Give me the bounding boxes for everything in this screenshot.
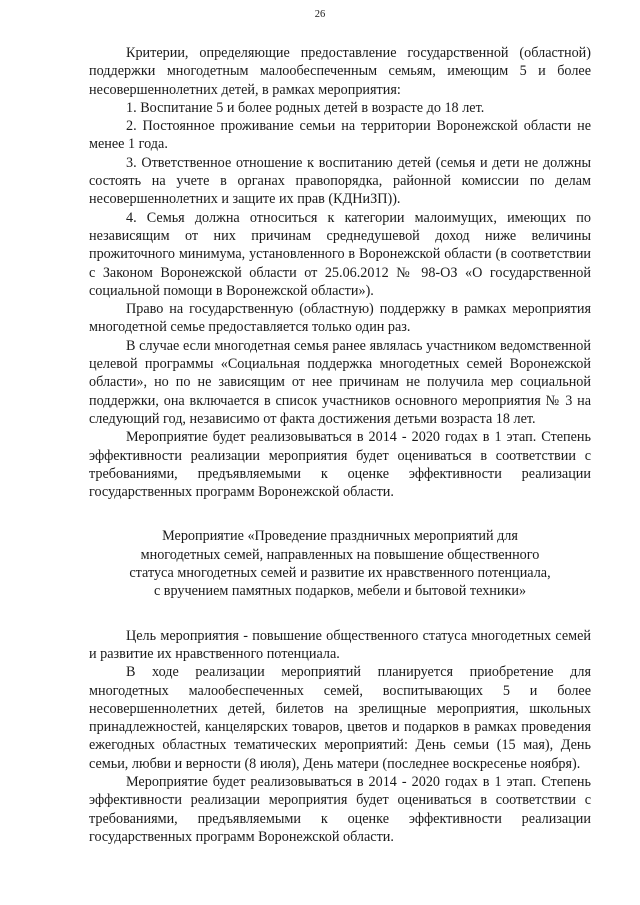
criterion-4: 4. Семья должна относиться к категории малоимущих, имеющих по независящим от них причинам среднедушевой доход ниже величины прожиточного минимума, установленного в Воронежской области (в соответствии с Законом Воронежской области от 25.06.2012 № 98-ОЗ «О государственной социальной помощи в Воронежской области»). xyxy=(89,209,591,299)
criteria-intro: Критерии, определяющие предоставление государственной (областной) поддержки многодетным малообеспеченным семьям, имеющим 5 и более несовершеннолетних детей, в рамках мероприятия: xyxy=(89,45,591,98)
implementation-period-paragraph-2: Мероприятие будет реализовываться в 2014 - 2020 годах в 1 этап. Степень эффективности реализации мероприятия будет оцениваться в соответствии с требованиями, предъявляемыми к оценке эффективности реализации государственных программ Воронежской области. xyxy=(89,773,591,845)
previous-participant-paragraph: В случае если многодетная семья ранее являлась участником ведомственной целевой программы «Социальная поддержка многодетных семей Воронежской области», но по не зависящим от нее причинам не получила мер социальной поддержки, она включается в список участников основного мероприятия № 3 на следующий год, независимо от факта достижения детьми возраста 18 лет. xyxy=(89,337,591,427)
criterion-3: 3. Ответственное отношение к воспитанию детей (семья и дети не должны состоять на учете в органах правопорядка, районной комиссии по делам несовершеннолетних и защите их прав (КДНиЗП)). xyxy=(89,154,591,208)
criterion-1: 1. Воспитание 5 и более родных детей в возрасте до 18 лет. xyxy=(126,99,485,116)
document-body xyxy=(89,44,591,846)
page-number: 26 xyxy=(314,9,326,20)
criterion-2: 2. Постоянное проживание семьи на территории Воронежской области не менее 1 года. xyxy=(89,118,591,153)
implementation-period-paragraph: Мероприятие будет реализовываться в 2014 - 2020 годах в 1 этап. Степень эффективности реализации мероприятия будет оцениваться в соответствии с требованиями, предъявляемыми к оценке эффективности реализации государственных программ Воронежской области. xyxy=(89,429,591,501)
section-heading: Мероприятие «Проведение праздничных мероприятий для многодетных семей, направленных на повышение общественного статуса многодетных семей и развитие их нравственного потенциала, с вручением памятных подарков, мебели и бытовой техники» xyxy=(129,528,551,600)
goal-paragraph: Цель мероприятия - повышение общественного статуса многодетных семей и развитие их нравственного потенциала. xyxy=(89,627,591,662)
activities-paragraph: В ходе реализации мероприятий планируется приобретение для многодетных малообеспеченных семей, воспитывающих 5 и более несовершеннолетних детей, билетов на зрелищные мероприятия, школьных принадлежностей, канцелярских товаров, цветов и подарков в рамках проведения ежегодных областных тематических мероприятий: День семьи (15 мая), День семьи, любви и верности (8 июля), День матери (последнее воскресенье ноября). xyxy=(89,664,591,772)
support-once-paragraph: Право на государственную (областную) поддержку в рамках мероприятия многодетной семье предоставляется только один раз. xyxy=(89,301,591,336)
